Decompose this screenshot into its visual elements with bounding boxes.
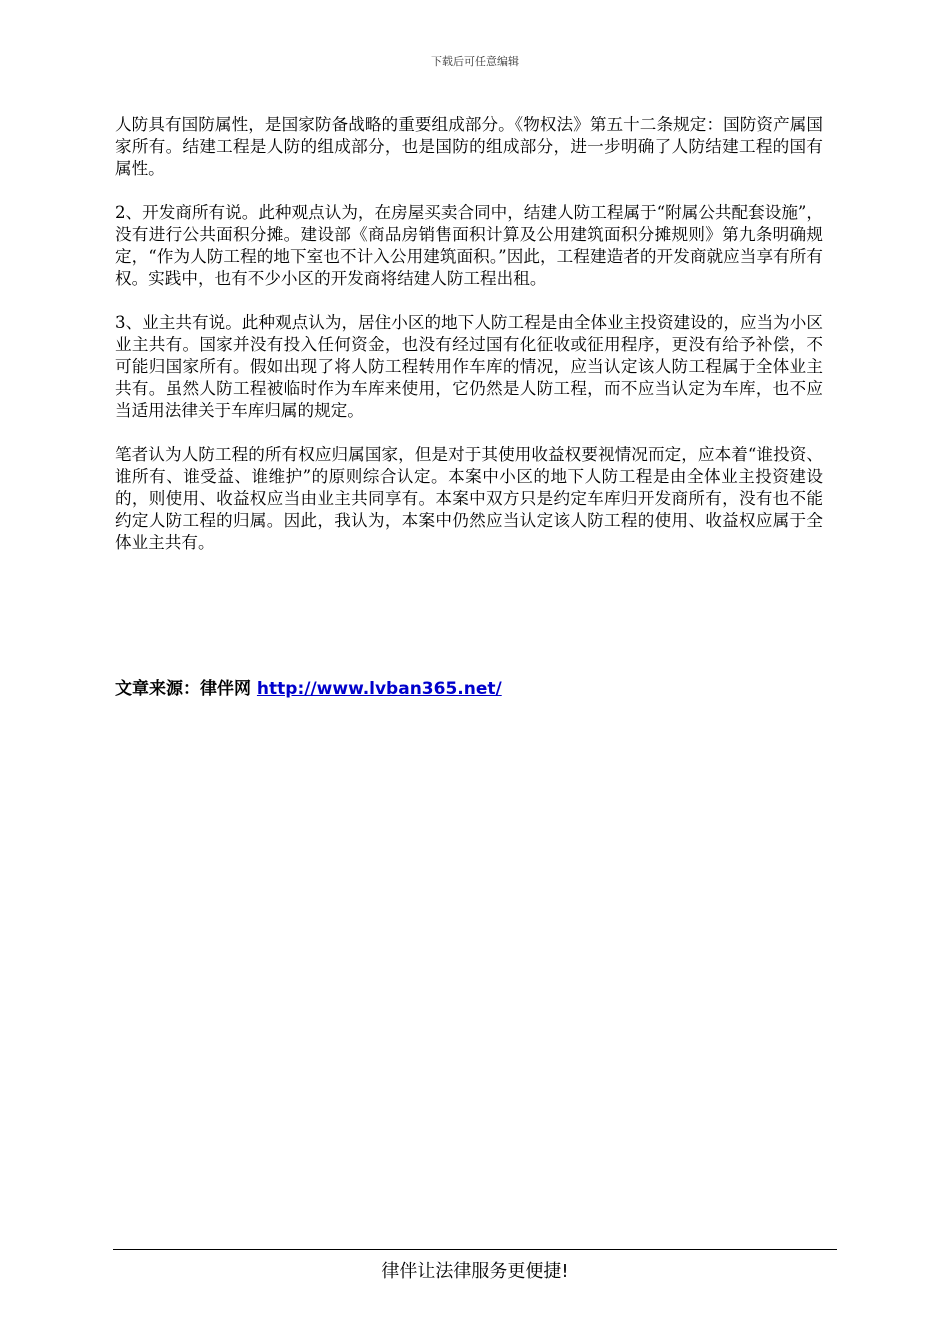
source-label: 文章来源：律伴网 (115, 679, 257, 699)
footer-slogan: 律伴让法律服务更便捷! (381, 1261, 569, 1282)
paragraph-2: 2、开发商所有说。此种观点认为，在房屋买卖合同中，结建人防工程属于“附属公共配套设施”，没有进行公共面积分摊。建设部《商品房销售面积计算及公用建筑面积分摊规则》第九条明确规定，“作为人防工程的地下室也不计入公用建筑面积。”因此，工程建造者的开发商就应当享有所有权。实践中，也有不少小区的开发商将结建人防工程出租。 (115, 203, 823, 288)
source-link[interactable]: http://www.lvban365.net/ (256, 679, 502, 699)
header-note: 下载后可任意编辑 (431, 55, 519, 68)
article-source (115, 674, 502, 699)
paragraph-4: 笔者认为人防工程的所有权应归属国家，但是对于其使用收益权要视情况而定，应本着“谁投资、谁所有、谁受益、谁维护”的原则综合认定。本案中小区的地下人防工程是由全体业主投资建设的，则使用、收益权应当由业主共同享有。本案中双方只是约定车库归开发商所有，没有也不能约定人防工程的归属。因此，我认为，本案中仍然应当认定该人防工程的使用、收益权应属于全体业主共有。 (115, 445, 823, 552)
footer-divider (113, 1249, 837, 1250)
paragraph-3: 3、业主共有说。此种观点认为，居住小区的地下人防工程是由全体业主投资建设的，应当为小区业主共有。国家并没有投入任何资金，也没有经过国有化征收或征用程序，更没有给予补偿，不可能归国家所有。假如出现了将人防工程转用作车库的情况，应当认定该人防工程属于全体业主共有。虽然人防工程被临时作为车库来使用，它仍然是人防工程，而不应当认定为车库，也不应当适用法律关于车库归属的规定。 (115, 313, 823, 420)
paragraph-1: 人防具有国防属性，是国家防备战略的重要组成部分。《物权法》第五十二条规定：国防资产属国家所有。结建工程是人防的组成部分，也是国防的组成部分，进一步明确了人防结建工程的国有属性。 (115, 115, 823, 178)
article-body (115, 114, 823, 576)
